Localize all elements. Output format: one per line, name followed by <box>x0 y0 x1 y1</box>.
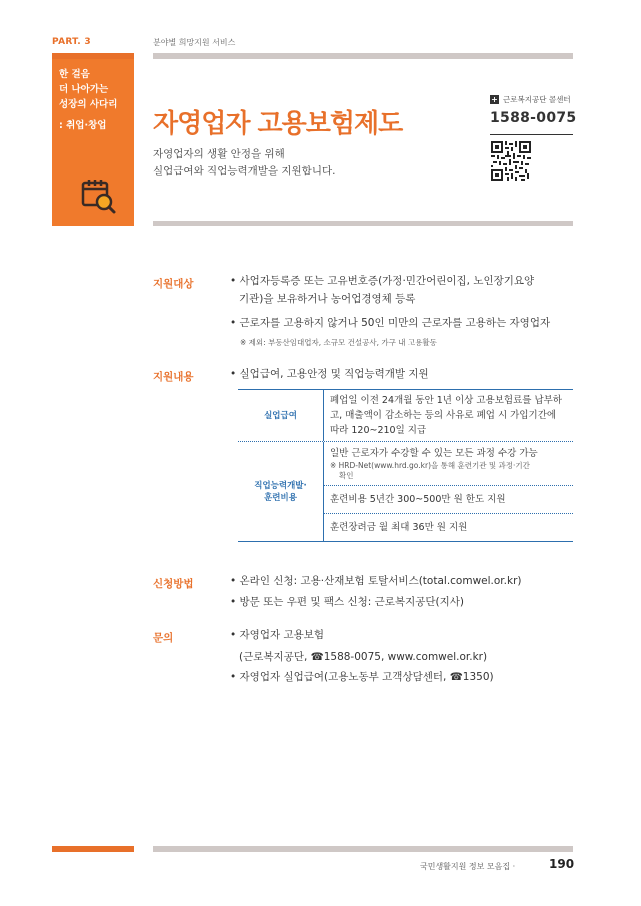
side-line-4: : 취업·창업 <box>59 120 107 131</box>
inquiry-bullet-1 <box>230 626 575 666</box>
table-cell-text: 일반 근로자가 수강할 수 있는 모든 과정 수강 가능 <box>330 448 538 459</box>
part-label: PART. 3 <box>52 37 91 47</box>
target-bullet-1-line-1: • 사업자등록증 또는 고유번호증(가정·민간어린이집, 노인장기요양 <box>230 275 535 287</box>
inquiry-bullet-2: • 자영업자 실업급여(고용노동부 고객상담센터, ☎1350) <box>230 671 494 683</box>
side-line-1: 한 걸음 <box>59 69 90 80</box>
table-cell-note: ※ HRD-Net(www.hrd.go.kr)을 통해 훈련기관 및 과정·기간 <box>330 461 530 470</box>
hotline-label-text: 근로복지공단 콜센터 <box>503 95 571 104</box>
target-bullet-2: • 근로자를 고용하지 않거나 50인 미만의 근로자를 고용하는 자영업자 <box>230 317 551 329</box>
hotline-rule <box>490 134 573 135</box>
target-bullet-1-line-2: 기관)을 보유하거나 농어업경영체 등록 <box>239 293 416 305</box>
content-bullet-1: • 실업급여, 고용안정 및 직업능력개발 지원 <box>230 368 429 380</box>
table-row <box>238 390 573 441</box>
page-title: 자영업자 고용보험제도 <box>153 109 403 139</box>
qr-code-icon[interactable] <box>491 141 531 181</box>
inquiry-bullet-1-line-2: (근로복지공단, ☎1588-0075, www.comwel.or.kr) <box>239 651 488 663</box>
calendar-search-icon <box>79 177 117 215</box>
subtitle-line-2: 실업급여와 직업능력개발을 지원합니다. <box>153 165 336 177</box>
chapter-side-block <box>52 59 134 226</box>
inquiry-bullet-1-line-1: • 자영업자 고용보험 <box>230 629 325 641</box>
footer-rule-orange <box>52 846 134 852</box>
header-rule-gray <box>153 53 573 59</box>
table-row-header-line-2: 훈련비용 <box>264 492 297 503</box>
table-cell: 훈련장려금 월 최대 36만 원 지원 <box>330 522 468 533</box>
title-divider <box>153 221 573 226</box>
target-note: ※ 제외: 부동산임대업자, 소규모 건설공사, 가구 내 고용활동 <box>240 338 437 347</box>
table-cell-note-cont: 확인 <box>339 471 354 480</box>
table-cell <box>324 442 573 486</box>
side-line-3: 성장의 사다리 <box>59 99 118 110</box>
table-row-header-line-1: 직업능력개발· <box>254 480 307 491</box>
table-row-header <box>238 442 324 541</box>
target-label: 지원대상 <box>153 278 194 290</box>
benefit-table <box>238 389 573 542</box>
hotline-label <box>490 94 571 105</box>
inquiry-label: 문의 <box>153 632 174 644</box>
section-label: 분야별 희망지원 서비스 <box>153 38 236 47</box>
apply-bullet-1: • 온라인 신청: 고용·산재보험 토탈서비스(total.comwel.or.kr) <box>230 575 522 587</box>
target-bullet-1 <box>230 272 575 308</box>
footer-rule-gray <box>153 846 573 852</box>
content-label: 지원내용 <box>153 371 194 383</box>
page-subtitle <box>153 146 335 180</box>
subtitle-line-1: 자영업자의 생활 안정을 위해 <box>153 148 285 160</box>
hotline-number: 1588-0075 <box>490 110 577 126</box>
footer-publication: 국민생활지원 정보 모음집 · <box>420 862 516 871</box>
table-row <box>238 441 573 541</box>
apply-label: 신청방법 <box>153 578 194 590</box>
side-line-2: 더 나아가는 <box>59 84 109 95</box>
plus-icon: + <box>491 95 498 104</box>
table-row-header: 실업급여 <box>238 390 324 441</box>
apply-bullet-2: • 방문 또는 우편 및 팩스 신청: 근로복지공단(지사) <box>230 596 465 608</box>
page-number: 190 <box>549 857 575 871</box>
table-cell: 훈련비용 5년간 300~500만 원 한도 지원 <box>324 486 573 514</box>
table-cell: 폐업일 이전 24개월 동안 1년 이상 고용보험료를 납부하고, 매출액이 감소하는 등의 사유로 폐업 시 가입기간에 따라 120~210일 지급 <box>330 395 562 436</box>
